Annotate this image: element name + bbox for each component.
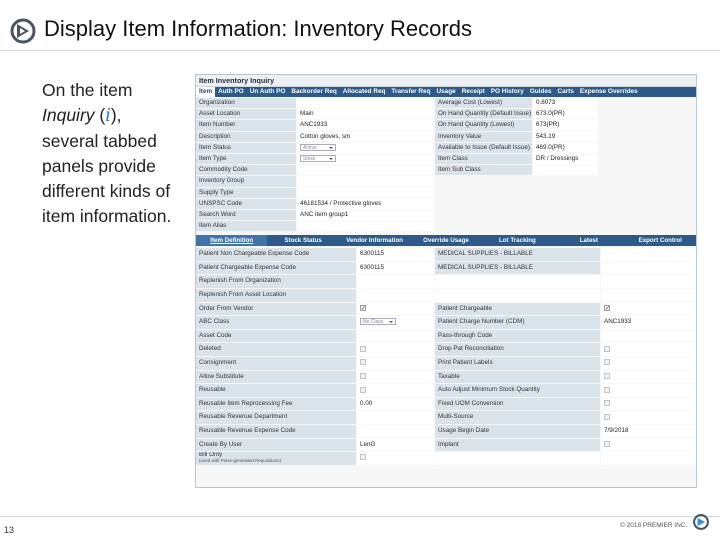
definition-note: (used with Pulse-generated Requisitions) [199,458,282,464]
summary-label: Item Alias [196,221,296,231]
summary-value: Main [297,109,434,119]
tab-un-auth-po[interactable]: Un Auth PO [249,88,286,95]
summary-label-2 [435,188,532,198]
summary-label-2: Average Cost (Lowest) [435,98,532,108]
summary-label-2 [435,210,532,220]
definition-label-text: Asset Code [199,331,232,339]
definition-label-2: MEDICAL SUPPLIES - BILLABLE [435,248,600,261]
summary-value [297,165,434,175]
definition-value-2 [601,411,697,424]
slide-caption [42,78,182,229]
summary-spacer [599,188,697,198]
definition-checkbox-2[interactable] [604,346,610,352]
tab-po-history[interactable]: PO History [490,88,524,95]
definition-value [357,330,434,343]
caption-inquiry-word: Inquiry [42,105,95,125]
summary-value-2: DR / Dressings [533,154,598,164]
summary-label: Item Type [196,154,296,164]
main-tab-bar [196,87,696,97]
summary-spacer [599,154,697,164]
definition-value-2 [601,357,697,370]
tab-expense-overrides[interactable]: Expense Overrides [579,88,638,95]
definition-label-2: Multi-Source [435,411,600,424]
summary-label: Item Number [196,120,296,130]
definition-label-2: Patient Chargeable [435,303,600,316]
definition-label [196,248,356,261]
summary-spacer [599,143,697,153]
summary-label-2: Available to Issue (Default Issue) [435,143,532,153]
summary-label: Search Word [196,210,296,220]
summary-label: Supply Type [196,188,296,198]
definition-label-text: Reusable Revenue Expense Code [199,426,296,434]
definition-value-2 [601,262,697,275]
item-definition-grid [196,246,696,465]
definition-value [357,303,434,316]
definition-value-2 [601,289,697,302]
definition-label-2: Taxable [435,371,600,384]
tab-carts[interactable]: Carts [557,88,574,95]
definition-label [196,384,356,397]
tab-item[interactable]: Item [196,87,215,97]
definition-label-text: ABC Class [199,318,230,326]
definition-checkbox-2[interactable] [604,387,610,393]
definition-value: LenG [357,439,434,452]
summary-label-2 [435,199,532,209]
summary-value-2 [533,165,598,175]
definition-label-2 [435,452,600,465]
definition-label [196,452,356,465]
definition-value-2 [601,275,697,288]
summary-select[interactable]: Stock [300,155,336,162]
definition-value [357,275,434,288]
definition-label-text: Bill Only [199,452,223,459]
definition-value: 6300115 [357,262,434,275]
summary-label-2: On Hand Quantity (Lowest) [435,120,532,130]
definition-checkbox-2[interactable] [604,359,610,365]
definition-label [196,343,356,356]
definition-checkbox[interactable] [360,305,366,311]
definition-label-text: Allow Substitute [199,372,244,380]
definition-label-text: Patient Chargeable Expense Code [199,263,296,271]
definition-label-2: Auto Adjust Minimum Stock Quantity [435,384,600,397]
definition-value-2 [601,384,697,397]
summary-value: ANC item group1 [297,210,434,220]
definition-checkbox[interactable] [360,359,366,365]
summary-value[interactable] [297,154,434,164]
premier-logo-icon [10,18,36,44]
definition-label [196,425,356,438]
summary-spacer [599,221,697,231]
definition-value [357,452,434,465]
subtab-vendor-information[interactable]: Vendor Information [346,237,403,245]
summary-spacer [599,132,697,142]
summary-value [297,176,434,186]
definition-label [196,357,356,370]
definition-checkbox[interactable] [360,346,366,352]
definition-label-2: Drop Pat Reconciliation [435,343,600,356]
definition-checkbox-2[interactable] [604,305,610,311]
definition-value [357,343,434,356]
summary-label-2: Item Class [435,154,532,164]
tab-guides[interactable]: Guides [529,88,552,95]
header-divider [0,50,720,51]
summary-label-2: Inventory Value [435,132,532,142]
subtab-override-usage[interactable]: Override Usage [423,237,469,245]
definition-label [196,330,356,343]
info-icon: i [105,106,111,126]
summary-value-2: 673.0(PR) [533,109,598,119]
definition-value-2 [601,248,697,261]
summary-label: Commodity Code [196,165,296,175]
summary-spacer [599,176,697,186]
summary-value: 46181534 / Protective gloves [297,199,434,209]
definition-value-2 [601,439,697,452]
definition-checkbox-2[interactable] [604,441,610,447]
tab-allocated-req[interactable]: Allocated Req [342,88,386,95]
summary-label: Inventory Group [196,176,296,186]
summary-value-2: 0.8073 [533,98,598,108]
definition-label-text: Consignment [199,359,237,366]
summary-label: Description [196,132,296,142]
definition-label [196,275,356,288]
definition-label-text: Patient Non Chargeable Expense Code [199,250,310,258]
summary-label-2: On Hand Quantity (Default Issue) [435,109,532,119]
definition-label-text: Replenish From Organization [199,277,281,285]
tab-receipt[interactable]: Receipt [461,88,485,95]
definition-label [196,289,356,302]
summary-label-2: Item Sub Class [435,165,532,175]
caption-text-start: On the item [42,80,133,100]
definition-value-2 [601,330,697,343]
definition-label-2: Patient Charge Number (CDM) [435,316,600,329]
definition-select[interactable]: No Class [360,318,396,325]
definition-label [196,316,356,329]
definition-value-2 [601,371,697,384]
definition-checkbox-2[interactable] [604,373,610,379]
summary-label: Organization [196,98,296,108]
summary-value-2 [533,199,598,209]
summary-value-2: 543.19 [533,132,598,142]
definition-label-2 [435,289,600,302]
summary-value-2 [533,221,598,231]
definition-checkbox[interactable] [360,387,366,393]
detail-tab-bar [196,235,696,246]
summary-value [297,188,434,198]
definition-label-text: Order From Vendor [199,304,254,312]
definition-checkbox-2[interactable] [604,414,610,420]
summary-spacer [599,109,697,119]
definition-checkbox[interactable] [360,454,366,460]
tab-backorder-req[interactable]: Backorder Req [291,88,337,95]
subtab-stock-status[interactable]: Stock Status [284,237,322,245]
definition-label-2: Pass-through Code [435,330,600,343]
summary-value-2: 469.0(PR) [533,143,598,153]
definition-label-text: Replenish From Asset Location [199,291,287,299]
definition-label-2: Usage Begin Date [435,425,600,438]
summary-label: UNSPSC Code [196,199,296,209]
slide-title: Display Item Information: Inventory Records [44,16,472,41]
window-title: Item Inventory Inquiry [196,75,696,87]
definition-value [357,384,434,397]
subtab-item-definition[interactable]: Item Definition [196,235,267,246]
definition-label-text: Reusable [199,386,226,394]
subtab-latest[interactable]: Latest [579,237,598,245]
definition-checkbox-2[interactable] [604,400,610,406]
summary-spacer [599,199,697,209]
caption-text-end: ), several tabbed panels provide different kinds of item information. [42,105,172,226]
definition-value-2 [601,303,697,316]
definition-label [196,439,356,452]
summary-label: Item Status [196,143,296,153]
definition-label-text: Reusable Revenue Department [199,413,288,421]
tab-auth-po[interactable]: Auth PO [218,88,244,95]
definition-label-2: Fixed UOM Conversion [435,398,600,411]
definition-label [196,411,356,424]
definition-label-2: MEDICAL SUPPLIES - BILLABLE [435,262,600,275]
definition-label-2: Implant [435,439,600,452]
caption-open-paren: ( [94,105,106,125]
definition-value: 0.00 [357,398,434,411]
summary-value [297,221,434,231]
definition-value [357,289,434,302]
definition-label-text: Create By User [199,440,243,448]
summary-value[interactable] [297,143,434,153]
definition-value [357,357,434,370]
definition-label-text: Deleted [199,345,221,353]
item-inventory-inquiry-window [195,74,697,488]
tab-transfer-req[interactable]: Transfer Req [391,88,431,95]
summary-label: Asset Location [196,109,296,119]
definition-value-2: 7/9/2018 [601,425,697,438]
summary-value-2 [533,188,598,198]
definition-value-2: ANC1933 [601,316,697,329]
summary-spacer [599,120,697,130]
definition-label [196,303,356,316]
definition-checkbox[interactable] [360,373,366,379]
subtab-export-control[interactable]: Export Control [638,237,682,245]
summary-spacer [599,98,697,108]
definition-label [196,398,356,411]
summary-value [297,98,434,108]
summary-value-2: 673(PR) [533,120,598,130]
item-summary-grid [196,97,696,232]
summary-spacer [599,165,697,175]
subtab-lot-tracking[interactable]: Lot Tracking [499,237,536,245]
definition-label [196,371,356,384]
premier-footer-logo-icon [692,513,710,531]
footer-divider [0,516,720,517]
summary-value: ANC1933 [297,120,434,130]
tab-usage[interactable]: Usage [436,88,456,95]
definition-label-2 [435,275,600,288]
definition-value-2 [601,343,697,356]
definition-value-2 [601,398,697,411]
summary-value-2 [533,210,598,220]
summary-spacer [599,210,697,220]
copyright-text: © 2018 PREMIER INC. [620,522,688,529]
summary-select[interactable]: Active [300,144,336,151]
definition-value [357,425,434,438]
page-number: 13 [4,525,15,535]
summary-label-2 [435,221,532,231]
summary-label-2 [435,176,532,186]
summary-value: Cotton gloves, sm [297,132,434,142]
definition-value: 6300115 [357,248,434,261]
definition-value [357,411,434,424]
definition-label [196,262,356,275]
definition-label-text: Reusable Item Reprocessing Fee [199,399,293,407]
definition-value [357,316,434,329]
definition-value-2 [601,452,697,465]
definition-label-2: Print Patient Labels [435,357,600,370]
definition-value [357,371,434,384]
summary-value-2 [533,176,598,186]
